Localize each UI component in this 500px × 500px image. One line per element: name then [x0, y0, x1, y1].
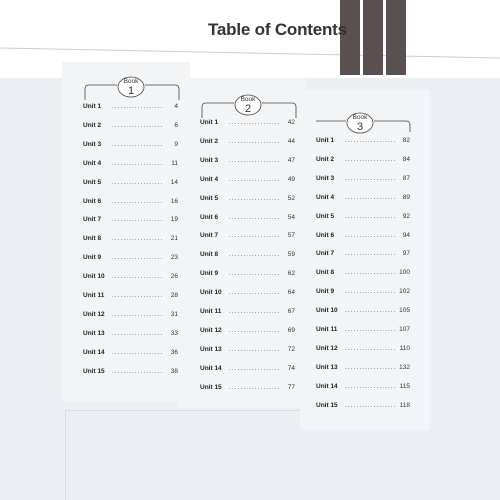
- dot-leader: ..................: [112, 198, 164, 205]
- page-number: 47: [287, 156, 295, 164]
- page-number: 26: [170, 273, 178, 281]
- toc-entry[interactable]: [200, 364, 295, 374]
- toc-entry[interactable]: [316, 268, 410, 278]
- page-number: 14: [170, 178, 178, 186]
- page-number: 42: [287, 119, 295, 126]
- unit-label: Unit 2: [83, 121, 102, 129]
- page-number: 52: [287, 194, 295, 202]
- toc-entry[interactable]: [83, 348, 178, 358]
- book-2-column: [200, 92, 312, 391]
- dot-leader: ..................: [229, 138, 281, 145]
- dot-leader: ..................: [112, 236, 164, 243]
- unit-label: Unit 3: [200, 156, 219, 164]
- dot-leader: ..................: [229, 214, 281, 221]
- toc-entry[interactable]: [83, 367, 178, 377]
- toc-entry[interactable]: [200, 118, 295, 128]
- toc-entry[interactable]: [200, 194, 295, 204]
- toc-entry[interactable]: [83, 197, 178, 207]
- unit-label: Unit 3: [83, 140, 102, 148]
- page-number: 59: [287, 251, 295, 259]
- frame-line: [65, 410, 300, 411]
- toc-entry[interactable]: [316, 382, 410, 392]
- page-number: 72: [287, 345, 295, 353]
- unit-label: Unit 10: [200, 289, 222, 297]
- toc-entry[interactable]: [316, 344, 410, 354]
- unit-label: Unit 14: [200, 364, 222, 372]
- dot-leader: ..................: [112, 349, 164, 356]
- toc-entry[interactable]: [83, 329, 178, 339]
- toc-entry[interactable]: [83, 159, 178, 169]
- unit-label: Unit 12: [83, 310, 105, 318]
- unit-label: Unit 15: [200, 383, 222, 391]
- dot-leader: ..................: [345, 364, 397, 371]
- page-number: 97: [402, 250, 410, 258]
- toc-entry[interactable]: [200, 231, 295, 241]
- dot-leader: ..................: [112, 141, 164, 148]
- dot-leader: ..................: [229, 271, 281, 278]
- page-number: 38: [170, 367, 178, 375]
- dot-leader: ..................: [345, 270, 397, 277]
- unit-label: Unit 6: [200, 213, 219, 221]
- dot-leader: ..................: [112, 160, 164, 167]
- toc-entry[interactable]: [200, 175, 295, 185]
- unit-label: Unit 10: [83, 273, 105, 281]
- page-number: 77: [287, 383, 295, 391]
- toc-entry[interactable]: [83, 234, 178, 244]
- toc-entry[interactable]: [316, 325, 410, 335]
- dot-leader: ..................: [112, 274, 164, 281]
- unit-label: Unit 15: [83, 367, 105, 375]
- unit-label: Unit 4: [83, 159, 102, 167]
- toc-entry[interactable]: [316, 249, 410, 259]
- unit-label: Unit 5: [316, 212, 335, 220]
- dot-leader: ..................: [112, 217, 164, 224]
- unit-label: Unit 6: [83, 197, 102, 205]
- unit-label: Unit 5: [200, 194, 219, 202]
- unit-label: Unit 8: [83, 235, 102, 243]
- toc-entry[interactable]: [316, 231, 410, 241]
- toc-entry[interactable]: [200, 137, 295, 147]
- page-number: 132: [399, 363, 410, 371]
- page-number: 28: [170, 292, 178, 299]
- toc-entry[interactable]: [316, 212, 410, 222]
- page-number: 36: [170, 348, 178, 356]
- toc-entry[interactable]: [200, 383, 295, 393]
- unit-label: Unit 13: [316, 363, 338, 371]
- book-word: Book: [240, 96, 256, 103]
- unit-label: Unit 9: [200, 270, 219, 278]
- page-number: 19: [170, 216, 178, 224]
- dot-leader: ..................: [112, 368, 164, 375]
- stripe: [363, 0, 383, 75]
- page-number: 92: [402, 212, 410, 220]
- page-number: 49: [287, 175, 295, 183]
- toc-entry[interactable]: [83, 272, 178, 282]
- toc-entry[interactable]: [83, 253, 178, 263]
- dot-leader: ..................: [345, 345, 397, 352]
- dot-leader: ..................: [112, 104, 164, 110]
- page-number: 11: [171, 159, 178, 167]
- toc-entry[interactable]: [316, 306, 410, 316]
- unit-label: Unit 14: [316, 382, 338, 390]
- page-number: 23: [170, 254, 178, 262]
- toc-entry[interactable]: [316, 401, 410, 411]
- dot-leader: ..................: [112, 122, 164, 129]
- page-number: 100: [399, 269, 410, 277]
- book-3-column: [316, 110, 428, 409]
- dot-leader: ..................: [345, 383, 397, 390]
- dot-leader: ..................: [229, 176, 281, 183]
- dot-leader: ..................: [345, 175, 397, 182]
- page-number: 31: [170, 310, 178, 318]
- page-number: 102: [399, 288, 410, 296]
- dot-leader: ..................: [112, 255, 164, 262]
- toc-entry[interactable]: [316, 287, 410, 297]
- toc-entry[interactable]: [316, 363, 410, 373]
- toc-entry[interactable]: [200, 156, 295, 166]
- unit-label: Unit 9: [83, 254, 102, 262]
- page-number: 82: [402, 137, 410, 144]
- page-number: 57: [287, 232, 295, 240]
- unit-label: Unit 6: [316, 231, 335, 239]
- book-number: 2: [244, 103, 252, 115]
- book-word: Book: [352, 114, 368, 121]
- page-number: 16: [170, 197, 178, 205]
- unit-label: Unit 7: [316, 250, 335, 258]
- dot-leader: ..................: [112, 293, 164, 299]
- dot-leader: ..................: [112, 330, 164, 337]
- dot-leader: ..................: [112, 311, 164, 318]
- dot-leader: ..................: [345, 289, 397, 296]
- page-number: 4: [174, 103, 178, 110]
- dot-leader: ..................: [345, 156, 397, 163]
- dot-leader: ..................: [229, 290, 281, 297]
- dot-leader: ..................: [345, 402, 397, 409]
- toc-entry[interactable]: [316, 155, 410, 165]
- page-number: 87: [402, 174, 410, 182]
- page-number: 54: [287, 213, 295, 221]
- dot-leader: ..................: [229, 384, 281, 391]
- toc-entry[interactable]: [316, 174, 410, 184]
- dot-leader: ..................: [229, 252, 281, 259]
- page-number: 89: [402, 193, 410, 201]
- dot-leader: ..................: [345, 194, 397, 201]
- toc-entry[interactable]: [83, 121, 178, 131]
- page-number: 94: [402, 231, 410, 239]
- toc-entry[interactable]: [83, 310, 178, 320]
- page-number: 84: [402, 155, 410, 163]
- toc-entry[interactable]: [316, 193, 410, 203]
- dot-leader: ..................: [229, 309, 281, 315]
- dot-leader: ..................: [345, 213, 397, 220]
- unit-label: Unit 9: [316, 288, 335, 296]
- dot-leader: ..................: [229, 233, 281, 240]
- dot-leader: ..................: [229, 195, 281, 202]
- page-number: 67: [287, 308, 295, 315]
- page-number: 64: [287, 289, 295, 297]
- dot-leader: ..................: [229, 157, 281, 164]
- page-number: 69: [287, 326, 295, 334]
- unit-label: Unit 1: [83, 103, 102, 110]
- unit-label: Unit 11: [316, 326, 338, 333]
- unit-label: Unit 3: [316, 174, 335, 182]
- page-title: Table of Contents: [208, 20, 347, 39]
- unit-label: Unit 11: [83, 292, 105, 299]
- toc-entry[interactable]: [200, 250, 295, 260]
- book-word: Book: [123, 78, 139, 85]
- page-number: 105: [399, 307, 410, 315]
- unit-label: Unit 15: [316, 401, 338, 409]
- toc-entry[interactable]: [83, 102, 178, 112]
- unit-label: Unit 8: [316, 269, 335, 277]
- book-number: 3: [356, 121, 364, 133]
- page-number: 74: [287, 364, 295, 372]
- unit-label: Unit 4: [316, 193, 335, 201]
- page-number: 33: [170, 329, 178, 337]
- unit-label: Unit 13: [200, 345, 222, 353]
- unit-label: Unit 11: [200, 308, 222, 315]
- unit-label: Unit 5: [83, 178, 102, 186]
- toc-entry[interactable]: [83, 178, 178, 188]
- book-number: 1: [127, 85, 135, 97]
- page-number: 21: [170, 235, 178, 243]
- dot-leader: ..................: [345, 308, 397, 315]
- page-number: 107: [399, 326, 410, 333]
- toc-entry[interactable]: [200, 213, 295, 223]
- toc-entry[interactable]: [200, 288, 295, 298]
- page-number: 62: [287, 270, 295, 278]
- toc-entry[interactable]: [200, 307, 295, 317]
- unit-label: Unit 12: [316, 344, 338, 352]
- unit-label: Unit 8: [200, 251, 219, 259]
- toc-entry[interactable]: [83, 291, 178, 301]
- unit-label: Unit 7: [83, 216, 102, 224]
- unit-label: Unit 7: [200, 232, 219, 240]
- stripe: [386, 0, 406, 75]
- dot-leader: ..................: [345, 327, 397, 333]
- dot-leader: ..................: [229, 365, 281, 372]
- frame-line: [65, 410, 66, 500]
- toc-entry[interactable]: [200, 269, 295, 279]
- toc-entry[interactable]: [200, 345, 295, 355]
- unit-label: Unit 12: [200, 326, 222, 334]
- dot-leader: ..................: [112, 179, 164, 186]
- page-number: 9: [174, 140, 178, 148]
- unit-label: Unit 14: [83, 348, 105, 356]
- toc-entry[interactable]: [200, 326, 295, 336]
- unit-label: Unit 4: [200, 175, 219, 183]
- toc-entry[interactable]: [83, 215, 178, 225]
- toc-entry[interactable]: [83, 140, 178, 150]
- dot-leader: ..................: [229, 346, 281, 353]
- dot-leader: ..................: [345, 138, 397, 144]
- unit-label: Unit 2: [316, 155, 335, 163]
- unit-label: Unit 2: [200, 137, 219, 145]
- page-number: 44: [287, 137, 295, 145]
- unit-label: Unit 10: [316, 307, 338, 315]
- unit-label: Unit 1: [200, 119, 219, 126]
- unit-label: Unit 1: [316, 137, 335, 144]
- dot-leader: ..................: [345, 232, 397, 239]
- page-number: 115: [399, 382, 410, 390]
- dot-leader: ..................: [345, 251, 397, 258]
- toc-entry[interactable]: [316, 136, 410, 146]
- dot-leader: ..................: [229, 120, 281, 126]
- unit-label: Unit 13: [83, 329, 105, 337]
- page-number: 118: [399, 401, 410, 409]
- book-1-column: [83, 74, 195, 375]
- dot-leader: ..................: [229, 327, 281, 334]
- page-number: 110: [399, 344, 410, 352]
- page-number: 6: [174, 121, 178, 129]
